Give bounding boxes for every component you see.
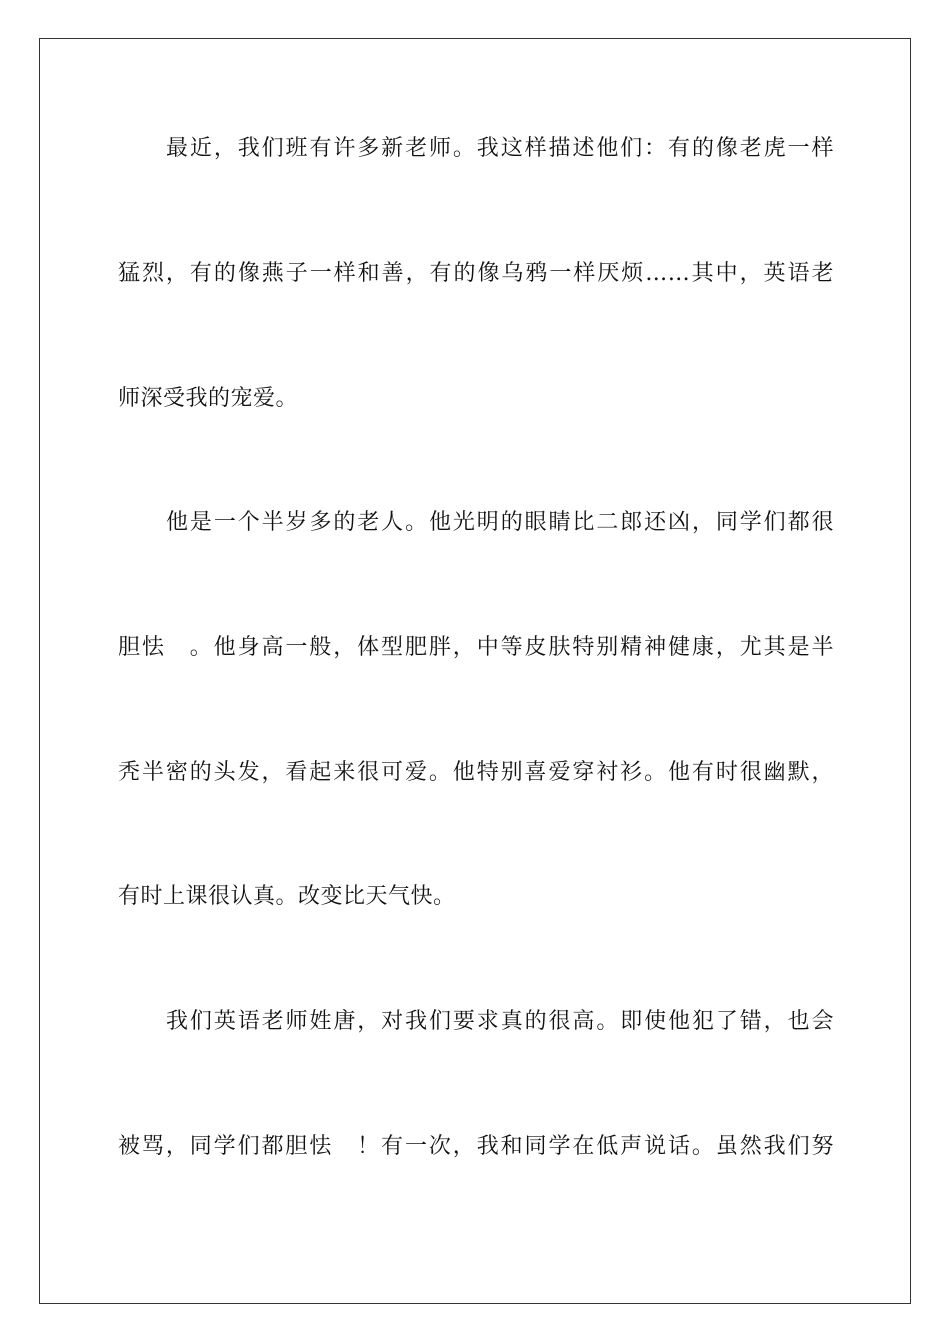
paragraph-1-line-2: 猛烈，有的像燕子一样和善，有的像乌鸦一样厌烦……其中，英语老 bbox=[118, 261, 834, 286]
paragraph-3-line-1: 我们英语老师姓唐，对我们要求真的很高。即使他犯了错，也会 bbox=[166, 1009, 834, 1034]
paragraph-2-line-3: 秃半密的头发，看起来很可爱。他特别喜爱穿衬衫。他有时很幽默， bbox=[118, 760, 834, 785]
paragraph-2-line-4: 有时上课很认真。改变比天气快。 bbox=[118, 884, 456, 909]
paragraph-2-line-2: 胆怯 。他身高一般，体型肥胖，中等皮肤特别精神健康，尤其是半 bbox=[118, 635, 834, 660]
paragraph-2-line-1: 他是一个半岁多的老人。他光明的眼睛比二郎还凶，同学们都很 bbox=[166, 510, 834, 535]
paragraph-1-line-3: 师深受我的宠爱。 bbox=[118, 386, 299, 411]
paragraph-3-line-2: 被骂，同学们都胆怯 ！有一次，我和同学在低声说话。虽然我们努 bbox=[118, 1134, 834, 1159]
paragraph-1-line-1: 最近，我们班有许多新老师。我这样描述他们：有的像老虎一样 bbox=[166, 136, 834, 161]
